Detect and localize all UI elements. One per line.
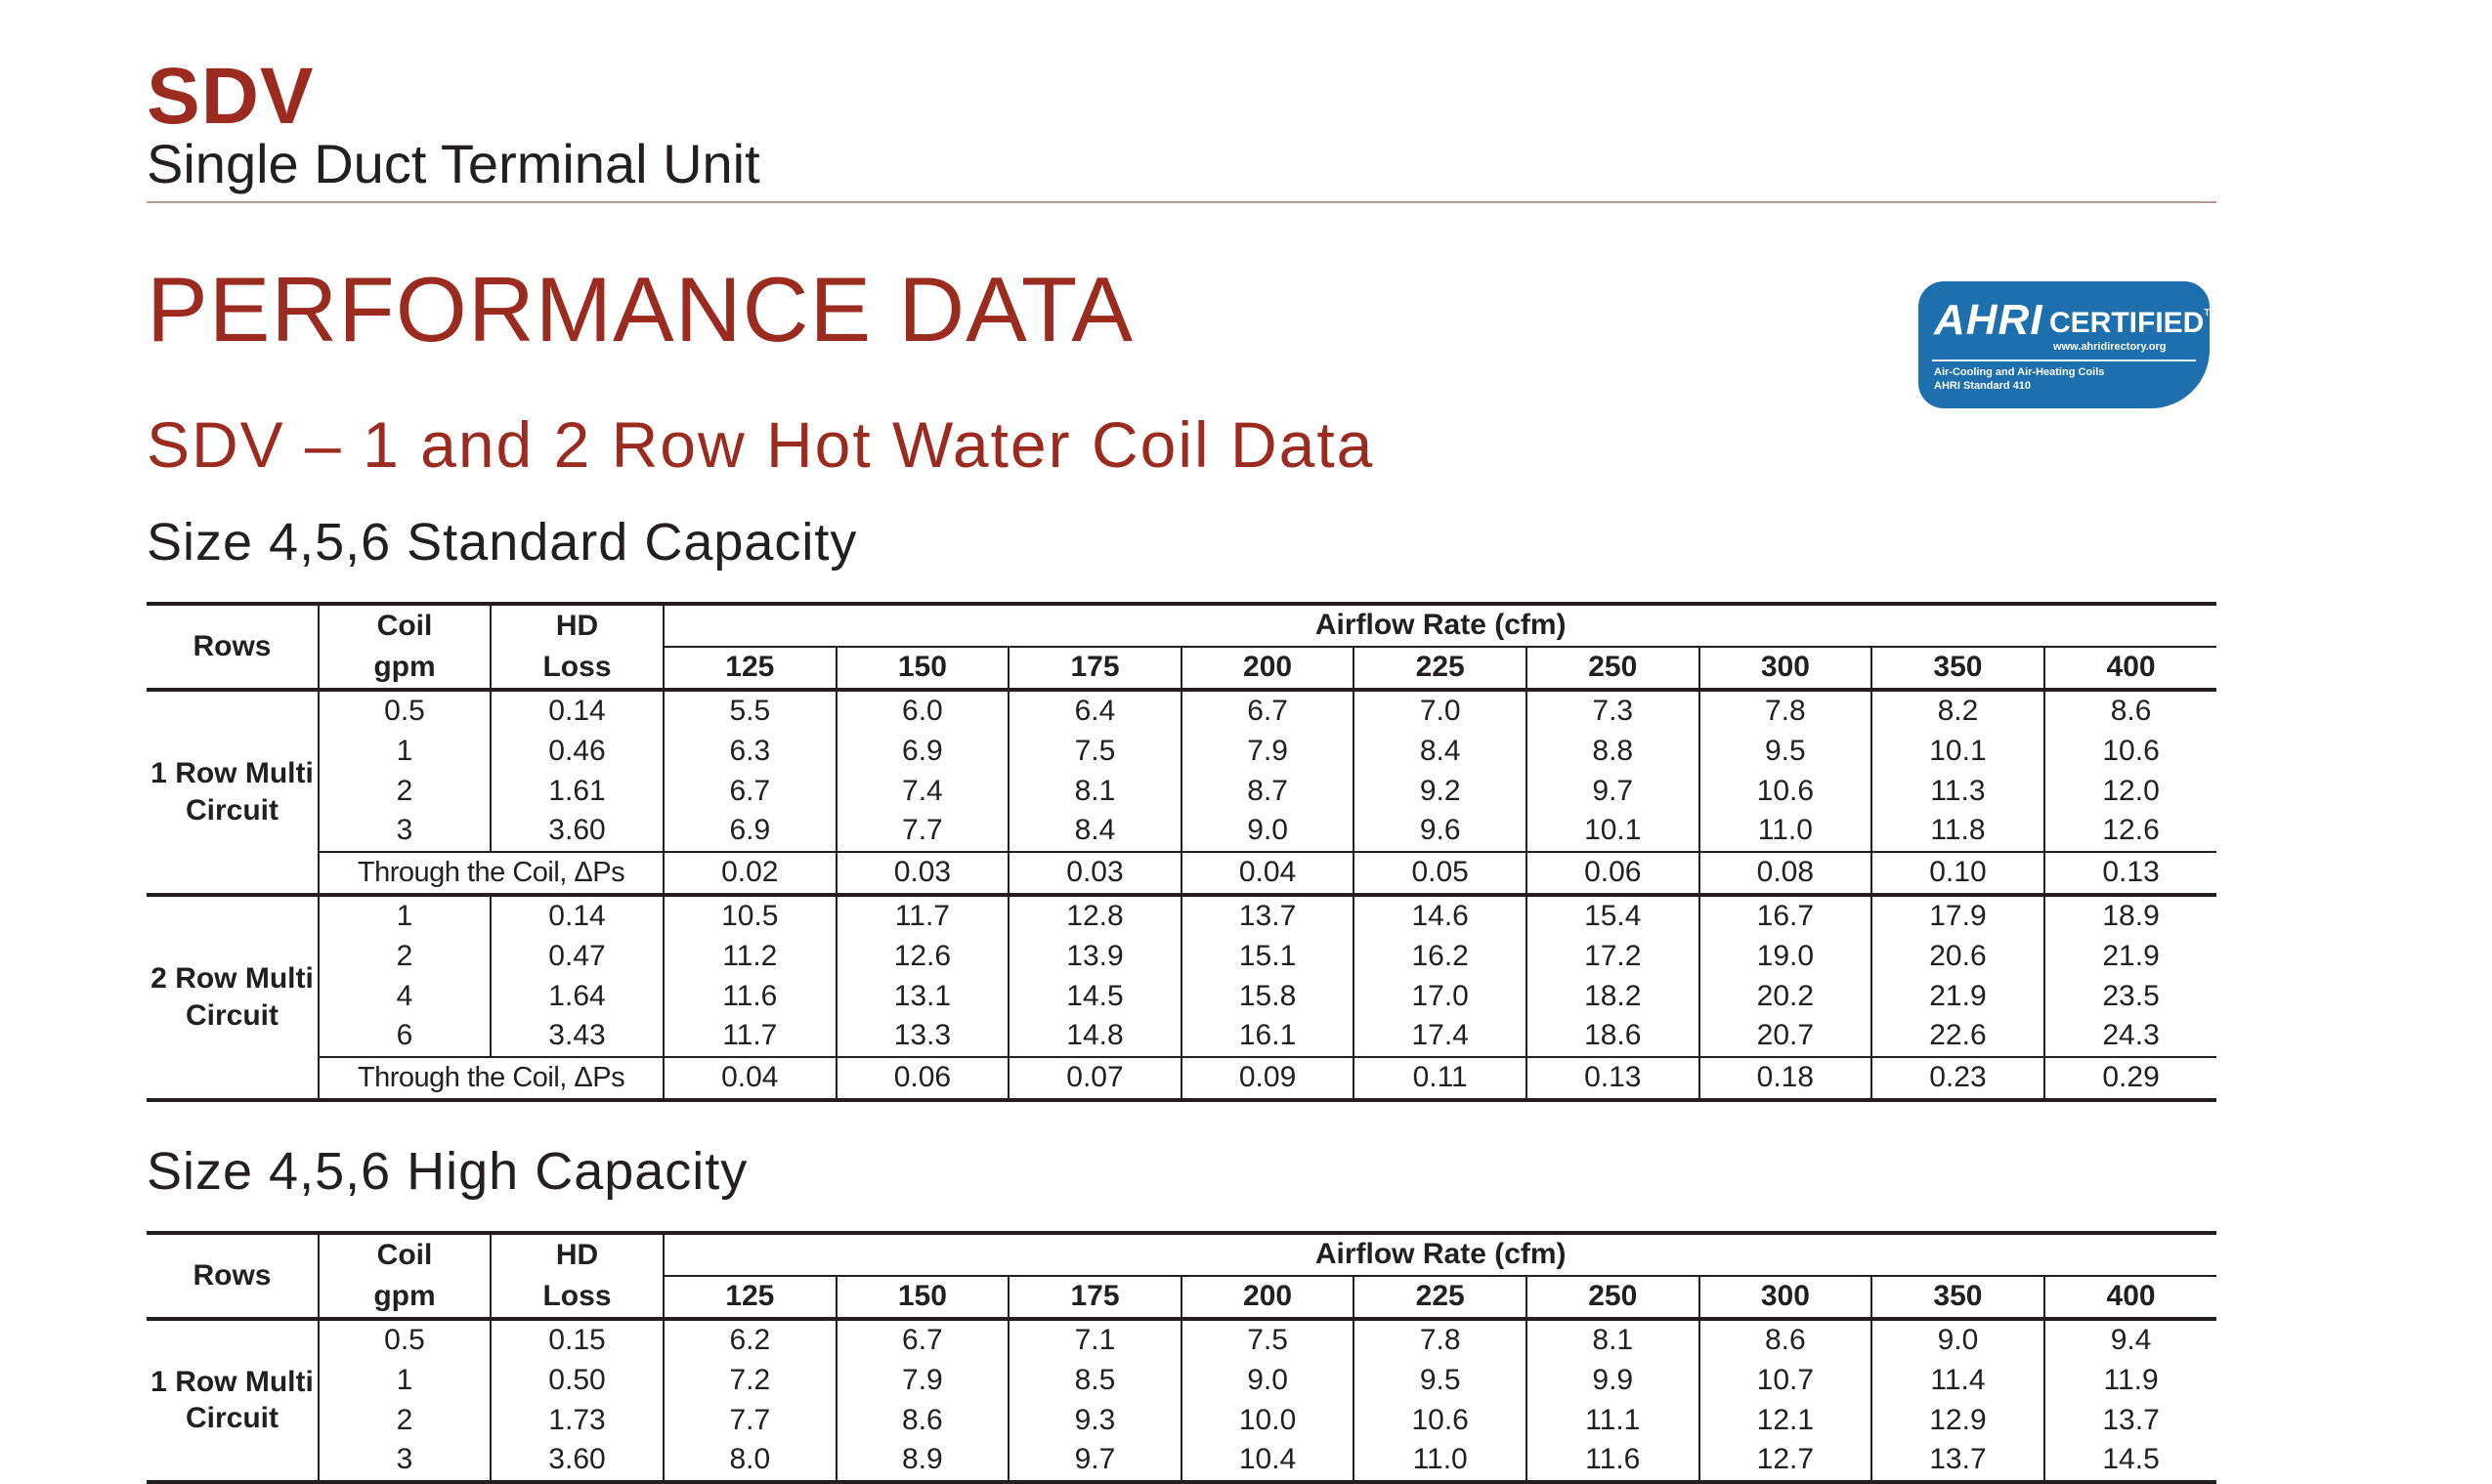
capacity-cell: 8.8 [1526,731,1699,771]
airflow-column-header: 300 [1699,1276,1872,1319]
capacity-cell: 8.4 [1009,811,1182,852]
hd-loss-cell: 1.64 [491,976,664,1016]
hd-loss-cell: 3.43 [491,1016,664,1057]
capacity-cell: 8.6 [1699,1319,1872,1361]
capacity-cell: 12.8 [1009,895,1182,937]
pressure-drop-cell: 0.06 [1526,852,1699,895]
pressure-drop-cell: 0.07 [1009,1057,1182,1100]
capacity-cell: 11.7 [837,895,1010,937]
capacity-cell: 18.2 [1526,976,1699,1016]
table-row [147,976,2216,1016]
trademark-mark: TM [2204,308,2218,318]
airflow-column-header: 225 [1353,647,1526,690]
coil-gpm-header-line2: gpm [319,647,491,690]
coil-gpm-cell: 3 [319,1440,491,1482]
airflow-column-header: 125 [664,1276,837,1319]
table-title-high: Size 4,5,6 High Capacity [147,1142,749,1201]
capacity-cell: 9.2 [1353,771,1526,811]
capacity-cell: 11.7 [664,1016,837,1057]
airflow-column-header: 350 [1871,647,2044,690]
capacity-cell: 16.1 [1182,1016,1354,1057]
coil-gpm-header-line2: gpm [319,1276,491,1319]
coil-gpm-cell: 1 [319,1360,491,1400]
capacity-cell: 11.9 [2044,1360,2217,1400]
pressure-drop-cell: 0.13 [2044,852,2217,895]
capacity-cell: 7.2 [664,1360,837,1400]
capacity-cell: 8.1 [1526,1319,1699,1361]
capacity-cell: 11.4 [1871,1360,2044,1400]
capacity-cell: 11.0 [1353,1440,1526,1482]
hd-loss-cell: 1.73 [491,1400,664,1440]
table-row [147,771,2216,811]
capacity-cell: 16.7 [1699,895,1872,937]
capacity-cell: 10.6 [1699,771,1872,811]
table-row [147,731,2216,771]
pressure-drop-cell: 0.03 [837,852,1010,895]
table-row [147,1016,2216,1057]
pressure-drop-cell: 0.08 [1699,852,1872,895]
capacity-cell: 18.6 [1526,1016,1699,1057]
capacity-cell: 8.6 [2044,690,2217,732]
row-group-label-line1: 2 Row Multi [150,962,314,996]
capacity-cell: 7.9 [837,1360,1010,1400]
ahri-certified-label: CERTIFIED™ [2049,307,2218,339]
hd-loss-cell: 0.14 [491,895,664,937]
capacity-cell: 8.4 [1353,731,1526,771]
hd-loss-cell: 3.60 [491,1440,664,1482]
section-title: SDV – 1 and 2 Row Hot Water Coil Data [147,408,1375,481]
capacity-cell: 10.6 [1353,1400,1526,1440]
hd-loss-cell: 3.60 [491,811,664,852]
capacity-cell: 9.9 [1526,1360,1699,1400]
pressure-drop-cell: 0.09 [1182,1057,1354,1100]
table-row [147,1360,2216,1400]
table-row [147,690,2216,732]
capacity-cell: 9.7 [1526,771,1699,811]
capacity-cell: 9.4 [2044,1319,2217,1361]
coil-gpm-header-line1: Coil [319,1233,491,1276]
capacity-cell: 6.0 [837,690,1010,732]
page-title: PERFORMANCE DATA [147,258,1135,360]
capacity-cell: 12.6 [2044,811,2217,852]
capacity-cell: 11.6 [664,976,837,1016]
capacity-cell: 13.7 [1871,1440,2044,1482]
capacity-cell: 6.9 [664,811,837,852]
table-row [147,1400,2216,1440]
capacity-cell: 9.0 [1182,811,1354,852]
capacity-cell: 12.1 [1699,1400,1872,1440]
hd-loss-cell: 0.15 [491,1319,664,1361]
pressure-drop-cell: 0.13 [1526,1057,1699,1100]
capacity-cell: 9.6 [1353,811,1526,852]
capacity-cell: 17.9 [1871,895,2044,937]
airflow-column-header: 350 [1871,1276,2044,1319]
row-group-label [147,895,319,1100]
capacity-cell: 6.7 [837,1319,1010,1361]
capacity-cell: 17.2 [1526,936,1699,976]
capacity-cell: 7.9 [1182,731,1354,771]
capacity-cell: 22.6 [1871,1016,2044,1057]
capacity-cell: 9.7 [1009,1440,1182,1482]
row-group-label-line2: Circuit [185,998,279,1032]
ahri-url: www.ahridirectory.org [2053,341,2167,353]
capacity-cell: 7.3 [1526,690,1699,732]
pressure-drop-cell: 0.06 [837,1057,1010,1100]
pressure-drop-row [147,852,2216,895]
ahri-logo: AHRI [1934,296,2043,344]
pressure-drop-cell: 0.05 [1353,852,1526,895]
capacity-cell: 9.3 [1009,1400,1182,1440]
capacity-cell: 9.0 [1871,1319,2044,1361]
capacity-cell: 12.6 [837,936,1010,976]
capacity-cell: 8.6 [837,1400,1010,1440]
table-title-standard: Size 4,5,6 Standard Capacity [147,513,858,572]
hd-loss-cell: 0.14 [491,690,664,732]
capacity-cell: 9.0 [1182,1360,1354,1400]
capacity-cell: 18.9 [2044,895,2217,937]
airflow-column-header: 150 [837,647,1010,690]
capacity-cell: 13.9 [1009,936,1182,976]
capacity-cell: 7.0 [1353,690,1526,732]
capacity-cell: 15.8 [1182,976,1354,1016]
pressure-drop-cell: 0.29 [2044,1057,2217,1100]
capacity-cell: 12.7 [1699,1440,1872,1482]
pressure-drop-cell: 0.10 [1871,852,2044,895]
capacity-cell: 13.7 [1182,895,1354,937]
capacity-cell: 16.2 [1353,936,1526,976]
hd-loss-cell: 0.47 [491,936,664,976]
row-group-label [147,690,319,895]
capacity-cell: 7.4 [837,771,1010,811]
airflow-column-header: 125 [664,647,837,690]
capacity-cell: 7.5 [1182,1319,1354,1361]
capacity-cell: 11.8 [1871,811,2044,852]
capacity-cell: 5.5 [664,690,837,732]
coil-gpm-cell: 0.5 [319,690,491,732]
capacity-cell: 10.1 [1526,811,1699,852]
row-group-label-line1: 1 Row Multi [150,757,314,790]
pressure-drop-cell: 0.04 [1182,852,1354,895]
brand-title: SDV [147,52,315,141]
hd-loss-header-line1: HD [491,1233,664,1276]
capacity-cell: 21.9 [2044,936,2217,976]
pressure-drop-row [147,1057,2216,1100]
coil-gpm-cell: 2 [319,1400,491,1440]
capacity-cell: 13.7 [2044,1400,2217,1440]
capacity-cell: 13.3 [837,1016,1010,1057]
capacity-cell: 7.8 [1353,1319,1526,1361]
capacity-cell: 11.6 [1526,1440,1699,1482]
capacity-cell: 20.6 [1871,936,2044,976]
capacity-cell: 11.0 [1699,811,1872,852]
airflow-column-header: 300 [1699,647,1872,690]
ahri-standard: AHRI Standard 410 [1934,380,2032,392]
capacity-cell: 20.2 [1699,976,1872,1016]
capacity-cell: 6.3 [664,731,837,771]
capacity-cell: 15.4 [1526,895,1699,937]
badge-divider [1932,360,2196,361]
capacity-cell: 8.2 [1871,690,2044,732]
brand-subtitle: Single Duct Terminal Unit [147,133,760,194]
capacity-cell: 8.7 [1182,771,1354,811]
capacity-cell: 10.4 [1182,1440,1354,1482]
capacity-cell: 6.9 [837,731,1010,771]
rows-header: Rows [147,604,319,690]
capacity-cell: 11.3 [1871,771,2044,811]
header-row [147,647,2216,690]
coil-gpm-cell: 1 [319,895,491,937]
coil-gpm-cell: 2 [319,771,491,811]
coil-gpm-cell: 6 [319,1016,491,1057]
capacity-cell: 7.7 [664,1400,837,1440]
capacity-cell: 6.4 [1009,690,1182,732]
capacity-cell: 11.2 [664,936,837,976]
row-group-label-line2: Circuit [185,1402,279,1435]
pressure-drop-label: Through the Coil, ΔPs [319,852,664,895]
capacity-cell: 13.1 [837,976,1010,1016]
header-row [147,604,2216,647]
capacity-cell: 8.9 [837,1440,1010,1482]
capacity-cell: 14.5 [2044,1440,2217,1482]
capacity-cell: 21.9 [1871,976,2044,1016]
table-row [147,811,2216,852]
capacity-cell: 12.0 [2044,771,2217,811]
table-row [147,895,2216,937]
capacity-cell: 6.7 [664,771,837,811]
pressure-drop-cell: 0.03 [1009,852,1182,895]
ahri-program: Air-Cooling and Air-Heating Coils [1934,366,2105,378]
pressure-drop-cell: 0.18 [1699,1057,1872,1100]
row-group-label [147,1319,319,1482]
header-row [147,1233,2216,1276]
capacity-cell: 8.0 [664,1440,837,1482]
airflow-column-header: 200 [1182,647,1354,690]
coil-gpm-cell: 1 [319,731,491,771]
capacity-cell: 6.2 [664,1319,837,1361]
capacity-cell: 7.7 [837,811,1010,852]
capacity-cell: 24.3 [2044,1016,2217,1057]
hd-loss-header-line1: HD [491,604,664,647]
capacity-cell: 8.1 [1009,771,1182,811]
capacity-cell: 12.9 [1871,1400,2044,1440]
capacity-cell: 10.0 [1182,1400,1354,1440]
airflow-column-header: 175 [1009,647,1182,690]
hd-loss-cell: 0.50 [491,1360,664,1400]
airflow-column-header: 225 [1353,1276,1526,1319]
capacity-cell: 17.0 [1353,976,1526,1016]
airflow-column-header: 250 [1526,647,1699,690]
capacity-cell: 7.5 [1009,731,1182,771]
pressure-drop-cell: 0.02 [664,852,837,895]
pressure-drop-cell: 0.23 [1871,1057,2044,1100]
capacity-cell: 6.7 [1182,690,1354,732]
capacity-cell: 10.7 [1699,1360,1872,1400]
table-row [147,936,2216,976]
airflow-column-header: 200 [1182,1276,1354,1319]
coil-gpm-cell: 0.5 [319,1319,491,1361]
capacity-cell: 14.8 [1009,1016,1182,1057]
coil-gpm-header-line1: Coil [319,604,491,647]
ahri-certified-badge [1918,281,2218,408]
row-group-label-line2: Circuit [185,793,279,827]
coil-gpm-cell: 4 [319,976,491,1016]
rows-header: Rows [147,1233,319,1319]
header-row [147,1276,2216,1319]
capacity-cell: 17.4 [1353,1016,1526,1057]
capacity-cell: 8.5 [1009,1360,1182,1400]
capacity-cell: 14.5 [1009,976,1182,1016]
hd-loss-header-line2: Loss [491,1276,664,1319]
capacity-cell: 7.1 [1009,1319,1182,1361]
capacity-cell: 9.5 [1353,1360,1526,1400]
capacity-cell: 23.5 [2044,976,2217,1016]
capacity-cell: 20.7 [1699,1016,1872,1057]
capacity-cell: 7.8 [1699,690,1872,732]
capacity-cell: 11.1 [1526,1400,1699,1440]
capacity-cell: 10.1 [1871,731,2044,771]
coil-gpm-cell: 3 [319,811,491,852]
standard-capacity-table [147,602,2216,1102]
pressure-drop-cell: 0.11 [1353,1057,1526,1100]
pressure-drop-label: Through the Coil, ΔPs [319,1057,664,1100]
airflow-column-header: 250 [1526,1276,1699,1319]
airflow-rate-header: Airflow Rate (cfm) [664,1233,2216,1276]
capacity-cell: 10.5 [664,895,837,937]
high-capacity-table [147,1231,2216,1484]
coil-gpm-cell: 2 [319,936,491,976]
capacity-cell: 14.6 [1353,895,1526,937]
header-divider [147,201,2216,203]
airflow-column-header: 400 [2044,1276,2217,1319]
airflow-column-header: 175 [1009,1276,1182,1319]
table-row [147,1440,2216,1482]
hd-loss-cell: 0.46 [491,731,664,771]
airflow-column-header: 400 [2044,647,2217,690]
hd-loss-cell: 1.61 [491,771,664,811]
capacity-cell: 10.6 [2044,731,2217,771]
hd-loss-header-line2: Loss [491,647,664,690]
capacity-cell: 19.0 [1699,936,1872,976]
airflow-rate-header: Airflow Rate (cfm) [664,604,2216,647]
table-row [147,1319,2216,1361]
airflow-column-header: 150 [837,1276,1010,1319]
pressure-drop-cell: 0.04 [664,1057,837,1100]
capacity-cell: 9.5 [1699,731,1872,771]
row-group-label-line1: 1 Row Multi [150,1365,314,1398]
capacity-cell: 15.1 [1182,936,1354,976]
